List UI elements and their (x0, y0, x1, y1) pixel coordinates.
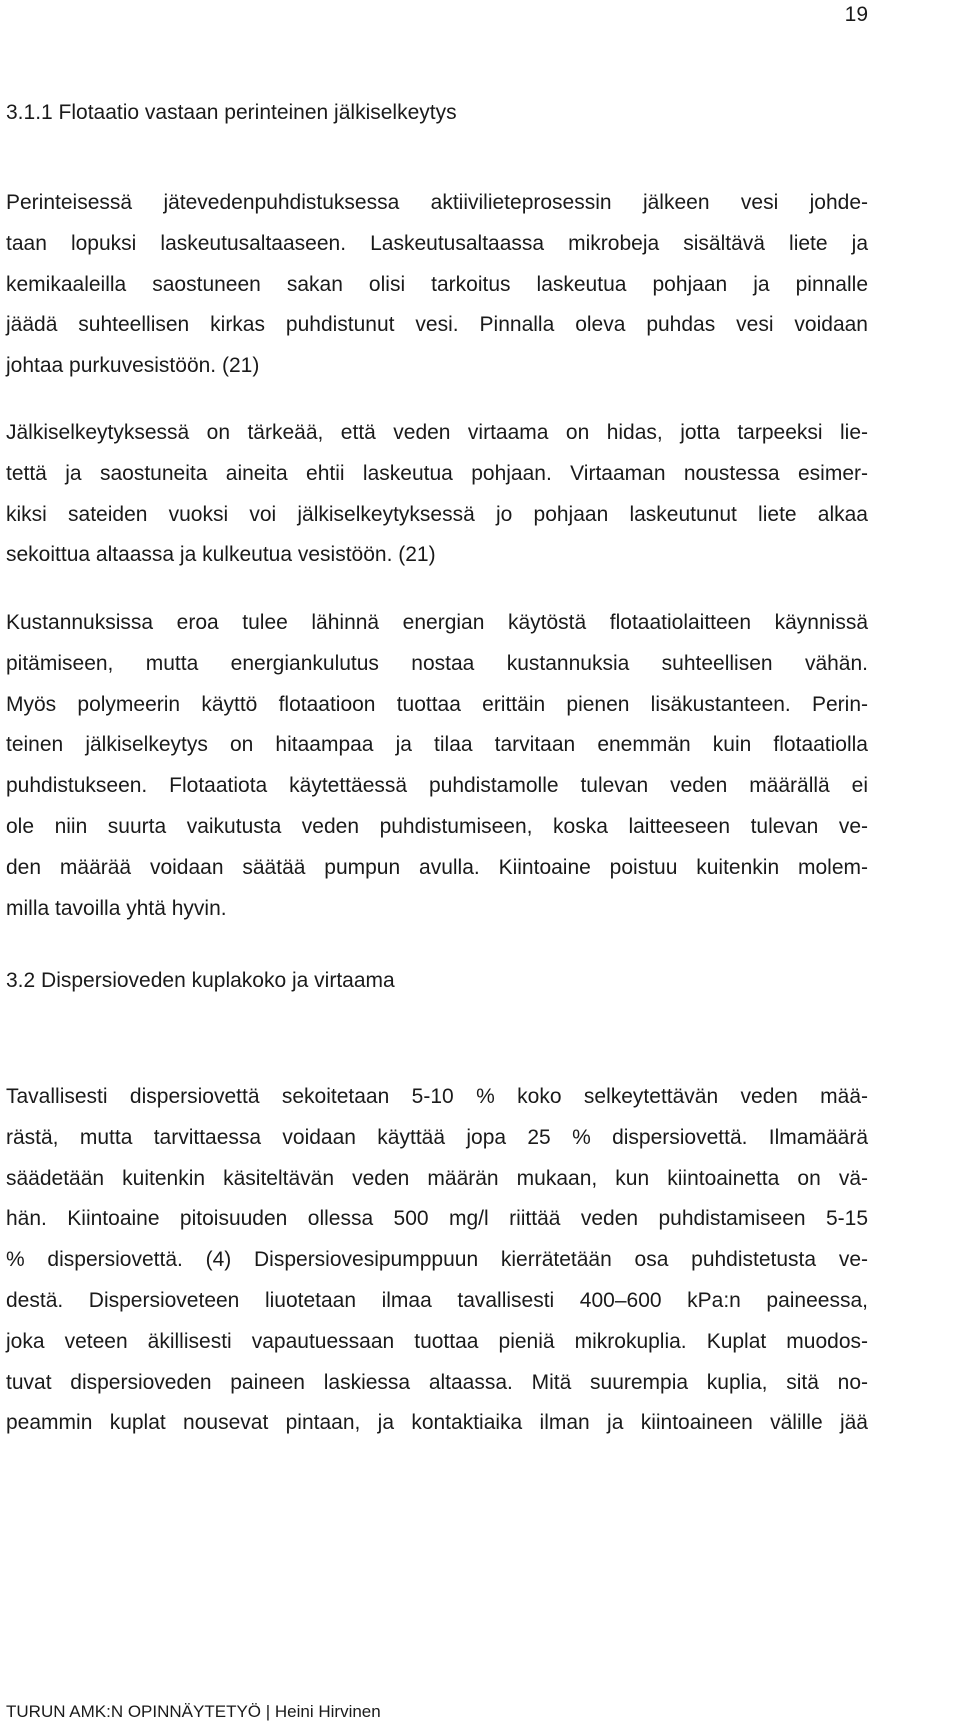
text-line: taan lopuksi laskeutusaltaaseen. Laskeutusaltaassa mikrobeja sisältävä liete ja (6, 231, 868, 255)
text-line: rästä, mutta tarvittaessa voidaan käyttää jopa 25 % dispersiovettä. Ilmamäärä (6, 1125, 868, 1149)
text-line: Kustannuksissa eroa tulee lähinnä energian käytöstä flotaatiolaitteen käynnissä (6, 611, 868, 634)
paragraph-costs (6, 603, 868, 929)
text-line: kiksi sateiden vuoksi voi jälkiselkeytyksessä jo pohjaan laskeutunut liete alkaa (6, 502, 868, 526)
text-line: den määrää voidaan säätää pumpun avulla. Kiintoaine poistuu kuitenkin molem- (6, 855, 868, 879)
text-line: Jälkiselkeytyksessä on tärkeää, että veden virtaama on hidas, jotta tarpeeksi lie- (6, 421, 868, 444)
section-heading-3-1-1: 3.1.1 Flotaatio vastaan perinteinen jälkiselkeytys (6, 101, 457, 124)
text-line: Perinteisessä jätevedenpuhdistuksessa aktiivilieteprosessin jälkeen vesi johde- (6, 191, 868, 214)
paragraph-flow-rate (6, 413, 868, 576)
text-line: peammin kuplat nousevat pintaan, ja kontaktiaika ilman ja kiintoaineen välille jää (6, 1411, 868, 1435)
text-line: säädetään kuitenkin käsiteltävän veden määrän mukaan, kun kiintoainetta on vä- (6, 1166, 868, 1190)
text-line: teinen jälkiselkeytys on hitaampaa ja tilaa tarvitaan enemmän kuin flotaatiolla (6, 733, 868, 757)
text-line: sekoittua altaassa ja kulkeutua vesistöön. (21) (6, 543, 436, 567)
section-heading-3-2: 3.2 Dispersioveden kuplakoko ja virtaama (6, 969, 395, 992)
text-line: joka veteen äkillisesti vapautuessaan tuottaa pieniä mikrokuplia. Kuplat muodos- (6, 1329, 868, 1353)
text-line: jäädä suhteellisen kirkas puhdistunut vesi. Pinnalla oleva puhdas vesi voidaan (6, 313, 868, 337)
text-line: Myös polymeerin käyttö flotaatioon tuottaa erittäin pienen lisäkustanteen. Perin- (6, 692, 868, 716)
text-line: % dispersiovettä. (4) Dispersiovesipumppuun kierrätetään osa puhdistetusta ve- (6, 1248, 868, 1272)
text-line: destä. Dispersioveteen liuotetaan ilmaa tavallisesti 400–600 kPa:n paineessa, (6, 1288, 868, 1312)
text-line: tettä ja saostuneita aineita ehtii laskeutua pohjaan. Virtaaman noustessa esimer- (6, 461, 868, 485)
footer-thesis-author: TURUN AMK:N OPINNÄYTETYÖ | Heini Hirvinen (6, 1702, 381, 1721)
text-line: puhdistukseen. Flotaatiota käytettäessä puhdistamolle tulevan veden määrällä ei (6, 774, 868, 798)
page-number: 19 (844, 3, 868, 26)
text-line: johtaa purkuvesistöön. (21) (6, 354, 260, 378)
text-line: hän. Kiintoaine pitoisuuden ollessa 500 mg/l riittää veden puhdistamiseen 5-15 (6, 1207, 868, 1231)
text-line: pitämiseen, mutta energiankulutus nostaa kustannuksia suhteellisen vähän. (6, 651, 868, 675)
text-line: tuvat dispersioveden paineen laskiessa altaassa. Mitä suurempia kuplia, sitä no- (6, 1370, 868, 1394)
text-line: Tavallisesti dispersiovettä sekoitetaan 5-10 % koko selkeytettävän veden mää- (6, 1085, 868, 1108)
text-line: milla tavoilla yhtä hyvin. (6, 896, 227, 920)
text-line: kemikaaleilla saostuneen sakan olisi tarkoitus laskeutua pohjaan ja pinnalle (6, 272, 868, 296)
text-line: ole niin suurta vaikutusta veden puhdistumiseen, koska laitteeseen tulevan ve- (6, 814, 868, 838)
paragraph-traditional-clarification (6, 183, 868, 387)
paragraph-dispersion-water (6, 1077, 868, 1444)
